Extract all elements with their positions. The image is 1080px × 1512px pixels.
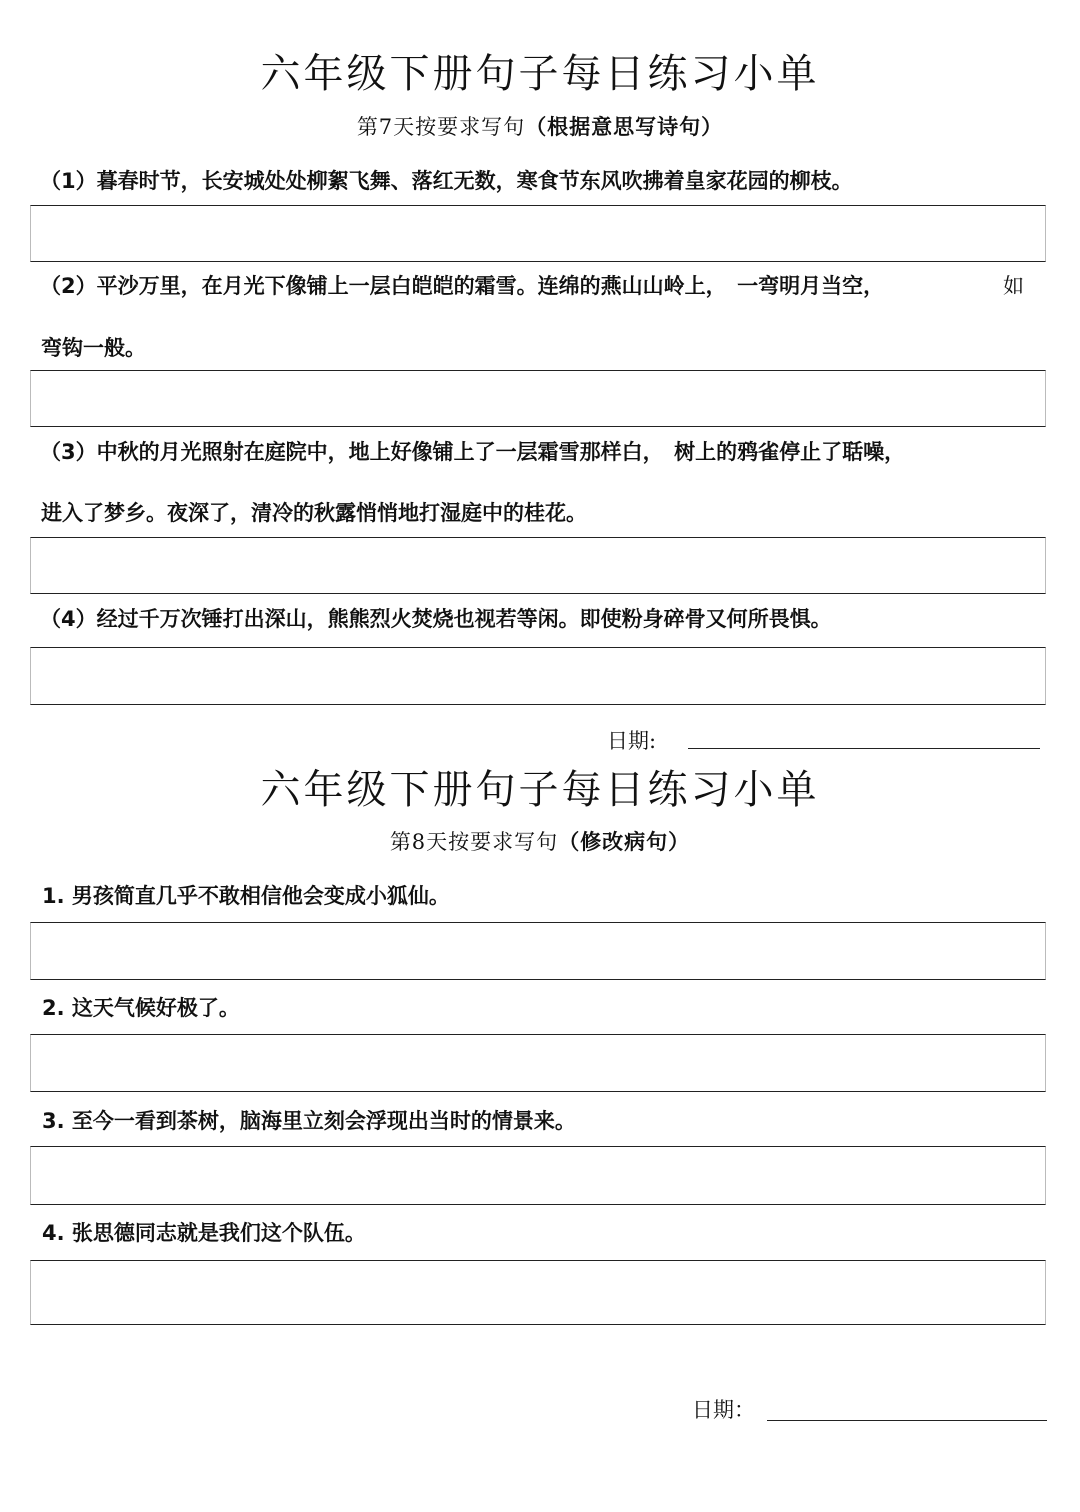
sheet1-question-1: （1）暮春时节，长安城处处柳絮飞舞、落红无数，寒食节东风吹拂着皇家花园的柳枝。 [40,169,853,193]
sheet1-subtitle [0,116,1080,138]
sheet2-subtitle [0,831,1080,853]
sheet2-answer-box-3[interactable] [30,1146,1046,1205]
sheet1-title: 六年级下册句子每日练习小单 [260,51,820,97]
sheet2-question-1: 1. 男孩简直几乎不敢相信他会变成小狐仙。 [42,884,450,908]
sheet1-date-field[interactable] [688,748,1040,749]
sheet1-question-2-tail: 如 [1003,274,1024,298]
sheet1-answer-box-1[interactable] [30,205,1046,262]
sheet2-answer-box-2[interactable] [30,1034,1046,1092]
sheet2-date-field[interactable] [767,1420,1047,1421]
sheet1-answer-box-3[interactable] [30,537,1046,594]
sheet2-question-2: 2. 这天气候好极了。 [42,996,240,1020]
sheet1-date-label: 日期: [607,729,657,753]
sheet1-question-2: （2）平沙万里，在月光下像铺上一层白皑皑的霜雪。连绵的燕山山岭上， 一弯明月当空， [40,274,885,298]
sheet2-subtitle-day: 第8天按要求写句 [389,830,559,854]
sheet2-answer-box-1[interactable] [30,922,1046,980]
sheet1-question-3: （3）中秋的月光照射在庭院中，地上好像铺上了一层霜雪那样白， 树上的鸦雀停止了聒噪， [40,440,906,464]
sheet2-date-label: 日期： [692,1398,755,1422]
sheet2-question-4: 4. 张思德同志就是我们这个队伍。 [42,1221,366,1245]
sheet1-answer-box-2[interactable] [30,370,1046,427]
sheet1-subtitle-task: （根据意思写诗句） [525,114,724,139]
sheet2-answer-box-4[interactable] [30,1260,1046,1325]
sheet1-answer-box-4[interactable] [30,647,1046,705]
sheet1-subtitle-day: 第7天按要求写句 [356,115,526,139]
sheet2-subtitle-task: （修改病句） [558,829,691,854]
sheet2-title: 六年级下册句子每日练习小单 [260,767,820,813]
sheet2-question-3: 3. 至今一看到茶树，脑海里立刻会浮现出当时的情景来。 [42,1109,576,1133]
sheet1-question-4: （4）经过千万次锤打出深山，熊熊烈火焚烧也视若等闲。即使粉身碎骨又何所畏惧。 [40,607,832,631]
sheet1-question-3-line2: 进入了梦乡。夜深了，清冷的秋露悄悄地打湿庭中的桂花。 [41,501,587,525]
sheet1-question-2-line2: 弯钩一般。 [41,336,146,360]
